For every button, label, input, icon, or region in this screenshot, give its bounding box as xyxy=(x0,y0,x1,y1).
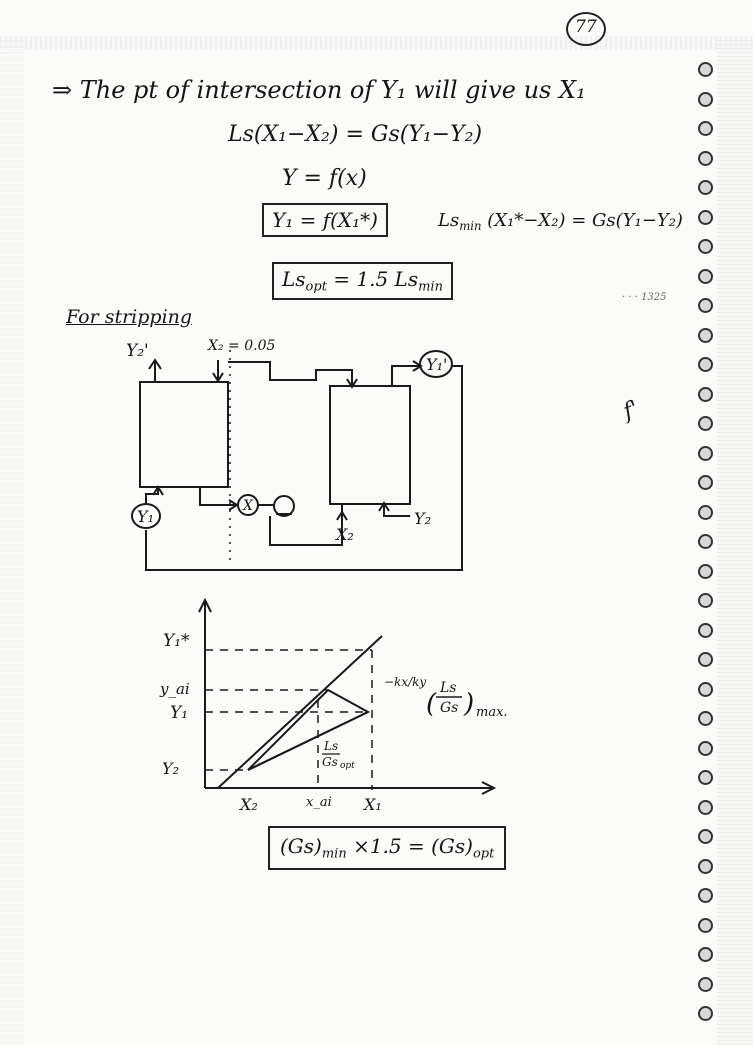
graph-label-y1star: Y₁* xyxy=(163,631,190,651)
binding-hole xyxy=(698,711,713,726)
binding-hole xyxy=(698,888,713,903)
binding-hole xyxy=(698,1006,713,1021)
graph-label-y2: Y₂ xyxy=(162,759,179,778)
binding-hole xyxy=(698,357,713,372)
binding-hole xyxy=(698,387,713,402)
binding-hole xyxy=(698,947,713,962)
graph-opt-suffix: opt xyxy=(340,761,355,771)
operating-line-max xyxy=(248,690,368,770)
graph-opt-den: Gs xyxy=(322,755,338,769)
graph-label-x2: X₂ xyxy=(240,795,258,814)
eq-boxed-y1: Y₁ = f(X₁*) xyxy=(262,203,388,237)
eq-min-lhs: Ls xyxy=(438,210,460,231)
heading-stripping: For stripping xyxy=(66,306,193,328)
binding-hole xyxy=(698,800,713,815)
graph-max-den: Gs xyxy=(440,700,459,716)
eq-opt-rhs: = 1.5 Ls xyxy=(333,267,419,291)
binding-hole xyxy=(698,298,713,313)
eq-bottom xyxy=(268,826,506,870)
binding-hole xyxy=(698,151,713,166)
eq-opt-sub: opt xyxy=(305,279,327,295)
eq-bottom-rhs-sub: opt xyxy=(472,846,495,862)
binding-hole xyxy=(698,505,713,520)
label-y2-in: Y₂ xyxy=(414,509,431,528)
binding-hole xyxy=(698,564,713,579)
eq-opt-rhs-sub: min xyxy=(418,279,443,295)
graph-label-xai: x_ai xyxy=(306,795,332,810)
binding-hole xyxy=(698,859,713,874)
binding-hole xyxy=(698,593,713,608)
binding-hole xyxy=(698,829,713,844)
binding-hole xyxy=(698,682,713,697)
binding-hole xyxy=(698,62,713,77)
eq-equilibrium: Y = f(x) xyxy=(282,166,367,191)
graph-max-suffix: max. xyxy=(476,705,508,720)
label-x2-inlet: X₂ = 0.05 xyxy=(208,338,276,354)
binding-hole xyxy=(698,475,713,490)
binding-hole xyxy=(698,121,713,136)
graph-opt-num: Ls xyxy=(324,739,339,753)
label-y2-prime: Y₂' xyxy=(126,341,149,361)
eq-opt-lhs: Ls xyxy=(282,267,306,291)
eq-bottom-lhs: (Gs) xyxy=(280,834,322,858)
binding-hole xyxy=(698,446,713,461)
label-y1-in: Y₁ xyxy=(137,507,154,526)
binding-hole xyxy=(698,741,713,756)
eq-min-sub: min xyxy=(459,219,482,234)
binding-hole xyxy=(698,210,713,225)
binding-hole xyxy=(698,918,713,933)
binding-hole xyxy=(698,416,713,431)
binding-hole xyxy=(698,977,713,992)
eq-bottom-sub: min xyxy=(321,846,347,862)
graph-max-paren-close: ) xyxy=(464,689,475,719)
label-y1-prime: Y₁' xyxy=(426,355,448,374)
side-scribble: · · · 1325 xyxy=(622,292,667,303)
binding-hole xyxy=(698,770,713,785)
binding-hole xyxy=(698,269,713,284)
binding-hole xyxy=(698,623,713,638)
graph-max-num: Ls xyxy=(440,680,457,696)
stray-mark: f' xyxy=(620,396,643,425)
binding-hole xyxy=(698,239,713,254)
label-x-mid: X xyxy=(243,498,253,514)
intro-line: ⇒ The pt of intersection of Y₁ will give us X₁ xyxy=(52,76,586,104)
binding-hole xyxy=(698,534,713,549)
binding-hole xyxy=(698,652,713,667)
label-x2-out: X₂ xyxy=(336,525,354,544)
binding-hole xyxy=(698,180,713,195)
graph-max-paren-open: ( xyxy=(426,689,437,719)
binding-hole xyxy=(698,328,713,343)
graph-label-y1: Y₁ xyxy=(170,703,189,723)
eq-balance: Ls(X₁−X₂) = Gs(Y₁−Y₂) xyxy=(228,122,483,147)
graph-slope-label: −kx/ky xyxy=(384,675,427,689)
eq-min-rhs: (X₁*−X₂) = Gs(Y₁−Y₂) xyxy=(487,210,683,231)
eq-bottom-rhs: ×1.5 = (Gs) xyxy=(353,834,473,858)
graph-label-x1: X₁ xyxy=(364,795,382,814)
page-number: 77 xyxy=(575,17,597,37)
binding-hole xyxy=(698,92,713,107)
graph-label-yai: y_ai xyxy=(160,680,190,698)
